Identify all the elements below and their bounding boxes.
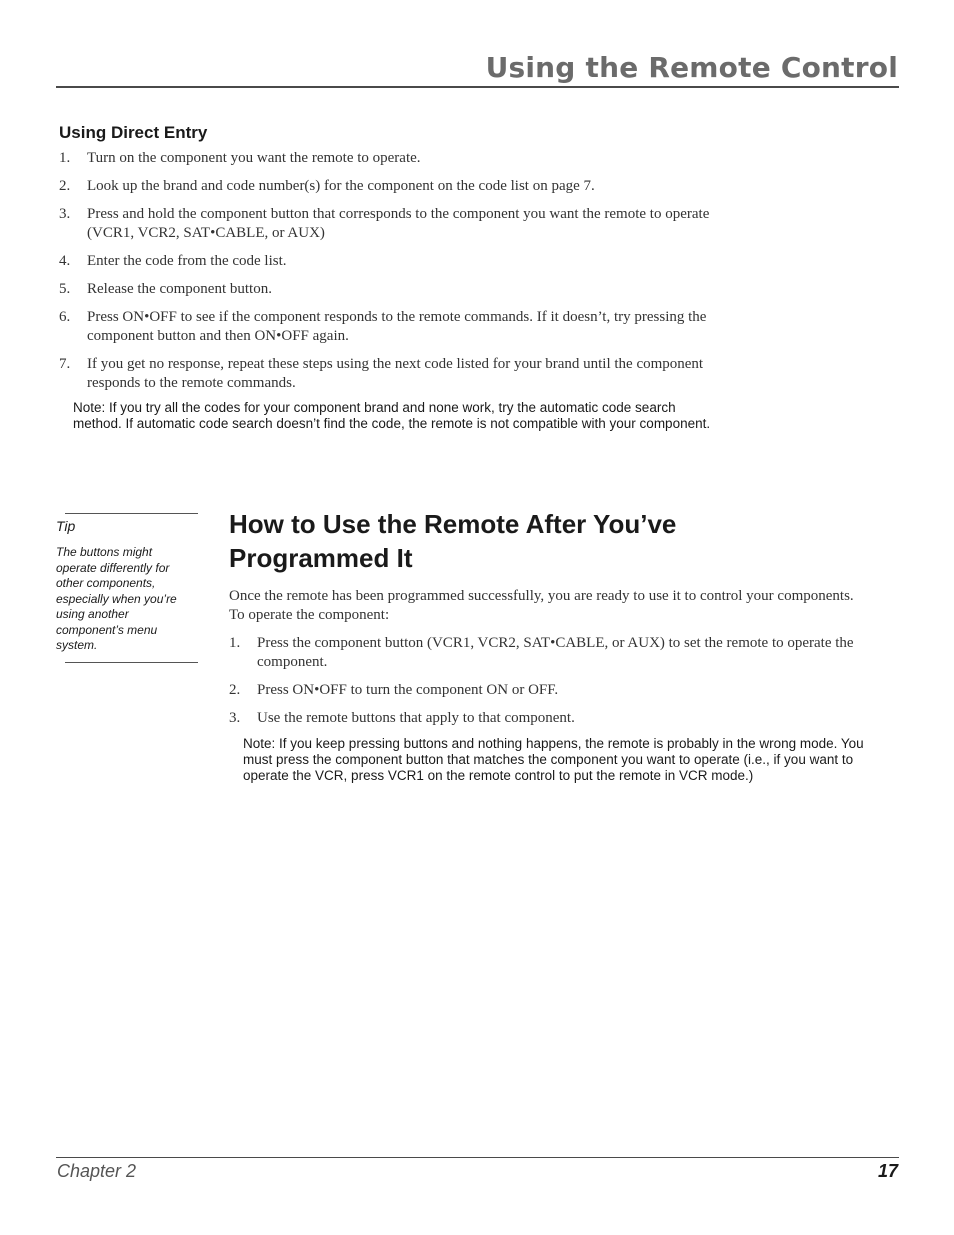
section-intro-paragraph: Once the remote has been programmed successfully, you are ready to use it to control your components. To operate the component:: [229, 588, 854, 623]
footer-chapter-label: Chapter 2: [57, 1161, 137, 1181]
section-heading-after-programming: How to Use the Remote After You’ve Programmed It: [229, 509, 677, 573]
step-number: 3.: [229, 710, 241, 726]
tip-text: The buttons might operate differently for other components, especially when you’re using another component’s menu system.: [56, 545, 177, 652]
direct-entry-steps-list: [59, 149, 719, 402]
step-number: 1.: [229, 635, 241, 651]
step-number: 3.: [59, 206, 71, 222]
section-heading-direct-entry: Using Direct Entry: [59, 123, 208, 142]
list-item: [59, 205, 719, 243]
direct-entry-note: Note: If you try all the codes for your component brand and none work, try the automatic code search method. If automatic code search doesn’t find the code, the remote is not compatible with your component.: [73, 400, 711, 431]
list-item: [59, 149, 719, 168]
step-text: Release the component button.: [87, 281, 272, 297]
step-text: Press ON•OFF to turn the component ON or OFF.: [257, 682, 559, 698]
list-item: [59, 355, 719, 393]
header-divider: [56, 86, 899, 88]
step-number: 2.: [229, 682, 241, 698]
step-text: If you get no response, repeat these steps using the next code listed for your brand until the component responds to the remote commands.: [87, 356, 704, 391]
list-item: [59, 252, 719, 271]
list-item: [229, 709, 894, 728]
footer-page-number: 17: [877, 1161, 898, 1181]
step-number: 5.: [59, 281, 71, 297]
step-text: Press the component button (VCR1, VCR2, SAT•CABLE, or AUX) to set the remote to operate the component.: [257, 635, 854, 670]
step-text: Enter the code from the code list.: [87, 253, 287, 269]
list-item: [59, 177, 719, 196]
step-number: 2.: [59, 178, 71, 194]
list-item: [229, 681, 894, 700]
tip-bottom-divider: [65, 662, 198, 663]
step-text: Turn on the component you want the remote to operate.: [87, 150, 421, 166]
usage-note: Note: If you keep pressing buttons and nothing happens, the remote is probably in the wrong mode. You must press the component button that matches the component you want to operate (i.e., if you want to operate the VCR, press VCR1 on the remote control to put the remote in VCR mode.): [243, 736, 864, 783]
list-item: [229, 634, 894, 672]
list-item: [59, 280, 719, 299]
step-number: 7.: [59, 356, 71, 372]
step-number: 1.: [59, 150, 71, 166]
list-item: [59, 308, 719, 346]
usage-steps-list: [229, 634, 894, 737]
step-number: 6.: [59, 309, 71, 325]
step-text: Press ON•OFF to see if the component responds to the remote commands. If it doesn’t, try pressing the component button and then ON•OFF again.: [87, 309, 707, 344]
step-text: Press and hold the component button that corresponds to the component you want the remote to operate (VCR1, VCR2, SAT•CABLE, or AUX): [87, 206, 710, 241]
tip-label: Tip: [56, 518, 76, 534]
footer-divider: [56, 1157, 899, 1158]
step-text: Use the remote buttons that apply to that component.: [257, 710, 575, 726]
step-number: 4.: [59, 253, 71, 269]
tip-top-divider: [65, 513, 198, 514]
step-text: Look up the brand and code number(s) for the component on the code list on page 7.: [87, 178, 595, 194]
page-header-title: Using the Remote Control: [485, 51, 898, 84]
